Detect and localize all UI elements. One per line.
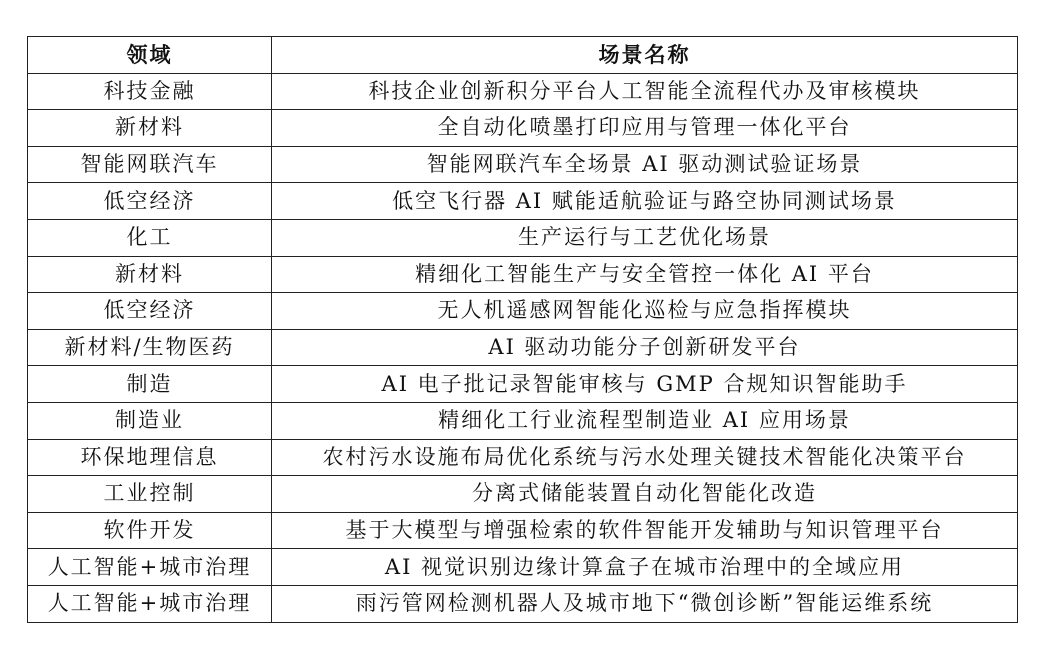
table-row	[28, 329, 1018, 366]
scenario-name-cell: AI 视觉识别边缘计算盒子在城市治理中的全域应用	[272, 549, 1018, 586]
scenario-name-cell: 农村污水设施布局优化系统与污水处理关键技术智能化决策平台	[272, 439, 1018, 476]
table-body	[28, 73, 1018, 622]
table-row	[28, 402, 1018, 439]
table-row	[28, 110, 1018, 147]
domain-cell: 制造业	[28, 402, 272, 439]
table-header-row	[28, 37, 1018, 74]
domain-cell: 低空经济	[28, 293, 272, 330]
table-row	[28, 146, 1018, 183]
scenario-table-container	[27, 36, 1017, 623]
domain-cell: 人工智能+城市治理	[28, 585, 272, 622]
domain-cell: 人工智能+城市治理	[28, 549, 272, 586]
table-row	[28, 549, 1018, 586]
scenario-table	[27, 36, 1018, 623]
scenario-name-cell: 精细化工智能生产与安全管控一体化 AI 平台	[272, 256, 1018, 293]
scenario-name-cell: 雨污管网检测机器人及城市地下“微创诊断”智能运维系统	[272, 585, 1018, 622]
table-row	[28, 585, 1018, 622]
scenario-name-cell: 全自动化喷墨打印应用与管理一体化平台	[272, 110, 1018, 147]
domain-cell: 新材料	[28, 256, 272, 293]
table-row	[28, 256, 1018, 293]
table-row	[28, 293, 1018, 330]
scenario-name-cell: AI 电子批记录智能审核与 GMP 合规知识智能助手	[272, 366, 1018, 403]
domain-cell: 工业控制	[28, 476, 272, 513]
domain-cell: 新材料/生物医药	[28, 329, 272, 366]
header-domain: 领域	[28, 37, 272, 74]
domain-cell: 低空经济	[28, 183, 272, 220]
table-row	[28, 439, 1018, 476]
domain-cell: 科技金融	[28, 73, 272, 110]
table-row	[28, 183, 1018, 220]
table-row	[28, 366, 1018, 403]
domain-cell: 软件开发	[28, 512, 272, 549]
domain-cell: 智能网联汽车	[28, 146, 272, 183]
table-row	[28, 512, 1018, 549]
scenario-name-cell: 无人机遥感网智能化巡检与应急指挥模块	[272, 293, 1018, 330]
scenario-name-cell: 基于大模型与增强检索的软件智能开发辅助与知识管理平台	[272, 512, 1018, 549]
scenario-name-cell: 精细化工行业流程型制造业 AI 应用场景	[272, 402, 1018, 439]
table-row	[28, 73, 1018, 110]
header-scenario-name: 场景名称	[272, 37, 1018, 74]
scenario-name-cell: 智能网联汽车全场景 AI 驱动测试验证场景	[272, 146, 1018, 183]
domain-cell: 化工	[28, 219, 272, 256]
scenario-name-cell: 科技企业创新积分平台人工智能全流程代办及审核模块	[272, 73, 1018, 110]
table-row	[28, 219, 1018, 256]
scenario-name-cell: 生产运行与工艺优化场景	[272, 219, 1018, 256]
domain-cell: 环保地理信息	[28, 439, 272, 476]
table-row	[28, 476, 1018, 513]
domain-cell: 新材料	[28, 110, 272, 147]
scenario-name-cell: 低空飞行器 AI 赋能适航验证与路空协同测试场景	[272, 183, 1018, 220]
scenario-name-cell: 分离式储能装置自动化智能化改造	[272, 476, 1018, 513]
scenario-name-cell: AI 驱动功能分子创新研发平台	[272, 329, 1018, 366]
domain-cell: 制造	[28, 366, 272, 403]
